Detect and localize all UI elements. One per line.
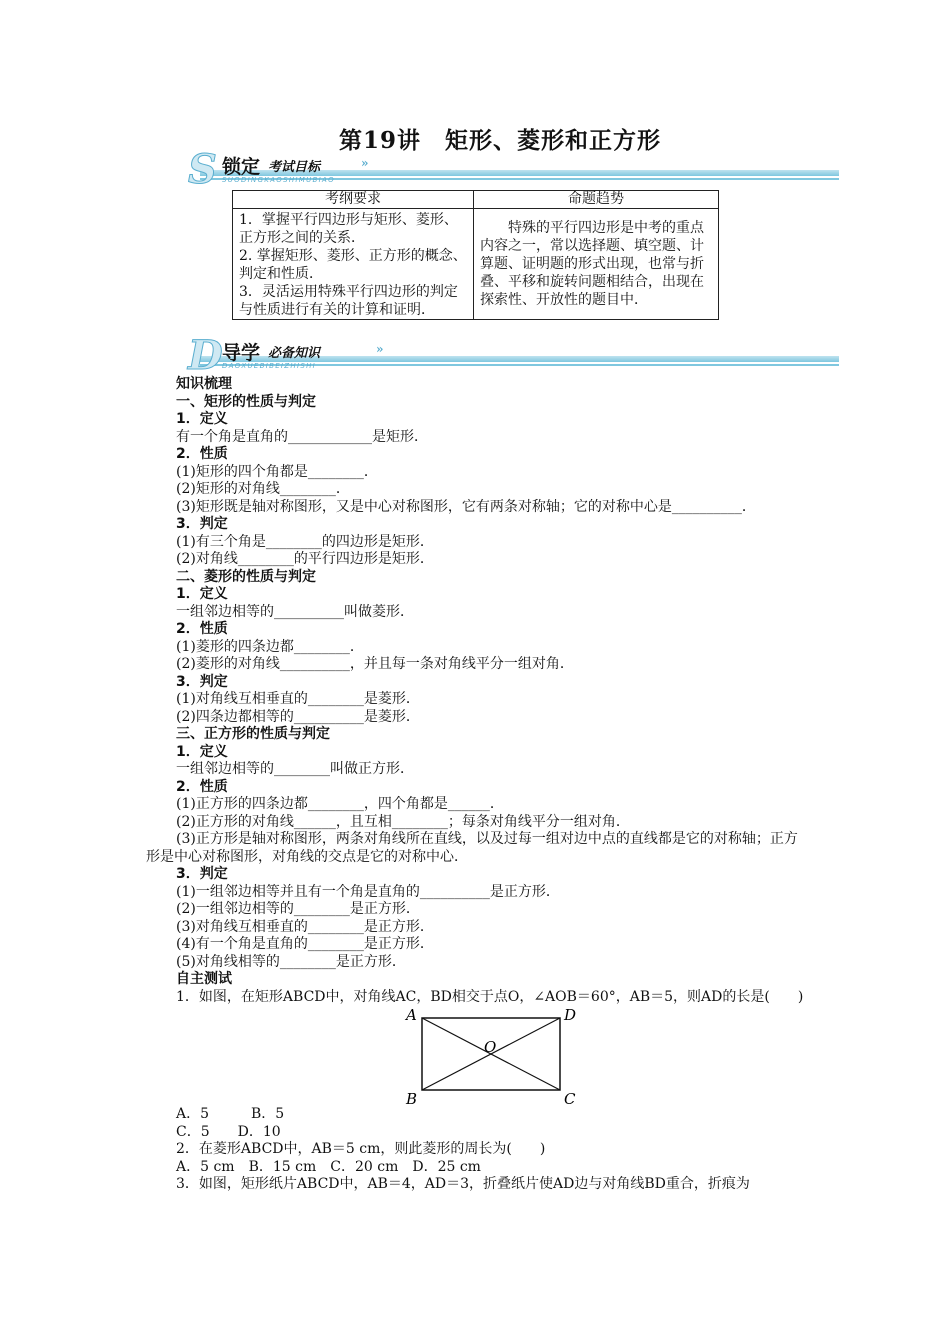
text-line: (2)菱形的对角线__________，并且每一条对角线平分一组对角． (176, 656, 574, 672)
chevron-icon: » (376, 342, 384, 356)
subheading: 3．判定 (176, 866, 228, 882)
rectangle-diagram (404, 1006, 584, 1106)
text-line: (3)矩形既是轴对称图形，又是中心对称图形，它有两条对称轴；它的对称中心是__________． (176, 498, 756, 515)
text-line: (3)对角线互相垂直的________是正方形． (176, 918, 434, 935)
text-line: C．5 D．10 (176, 1123, 281, 1140)
label-o: O (484, 1038, 497, 1056)
text-line: 一组邻边相等的__________叫做菱形． (176, 603, 414, 620)
text-line: (5)对角线相等的________是正方形． (176, 953, 406, 970)
goals-left-cell (233, 209, 474, 320)
goal-item: 2. 掌握矩形、菱形、正方形的概念、判定和性质． (239, 248, 467, 282)
question-3: 3．如图，矩形纸片ABCD中，AB＝4，AD＝3，折叠纸片使AD边与对角线BD重合，折痕为 (176, 1176, 750, 1192)
text-line: (4)有一个角是直角的________是正方形． (176, 936, 434, 952)
text-line: 一组邻边相等的________叫做正方形． (176, 761, 414, 777)
goal-item: 1．掌握平行四边形与矩形、菱形、正方形之间的关系． (239, 212, 458, 246)
subheading: 3．判定 (176, 673, 228, 690)
banner-exam-goals (176, 146, 839, 193)
section-heading: 知识梳理 (176, 376, 232, 392)
banner-sub: 必备知识 (268, 346, 321, 361)
text-line: A．5 cm B．15 cm C．20 cm D．25 cm (176, 1158, 481, 1175)
content (146, 376, 816, 1194)
table-header: 考纲要求 (233, 191, 474, 209)
text-line: (1)对角线互相垂直的________是菱形． (176, 691, 420, 707)
goal-item: 3．灵活运用特殊平行四边形的判定与性质进行有关的计算和证明． (239, 284, 458, 318)
question-2: 2．在菱形ABCD中，AB＝5 cm，则此菱形的周长为( ) (176, 1141, 546, 1157)
text-line: (2)矩形的对角线________． (176, 481, 350, 497)
banner-sub: 考试目标 (268, 160, 321, 175)
text-line: (2)对角线________的平行四边形是矩形． (176, 551, 434, 567)
label-a: A (406, 1006, 417, 1024)
label-d: D (564, 1006, 577, 1024)
subheading: 2．性质 (176, 778, 228, 795)
text-line: 有一个角是直角的____________是矩形． (176, 428, 428, 445)
text-line: (1)菱形的四条边都________． (176, 638, 364, 655)
label-c: C (564, 1090, 576, 1106)
banner-letter: S (188, 146, 217, 193)
section-heading: 三、正方形的性质与判定 (176, 726, 330, 742)
table-header: 命题趋势 (474, 191, 719, 209)
text-line: (1)正方形的四条边都________，四个角都是______． (176, 796, 504, 812)
subheading: 3．判定 (176, 516, 228, 532)
banner-main: 导学 (222, 342, 261, 364)
question-1: 1．如图，在矩形ABCD中，对角线AC，BD相交于点O，∠AOB＝60°，AB＝5，则AD的长是( ) (176, 988, 804, 1005)
banner-main: 锁定 (222, 156, 261, 178)
section-heading: 一、矩形的性质与判定 (176, 393, 316, 410)
trend-cell: 特殊的平行四边形是中考的重点内容之一，常以选择题、填空题、计算题、证明题的形式出现，也常与折叠、平移和旋转问题相结合，出现在探索性、开放性的题目中． (474, 209, 719, 320)
rectangle-figure (176, 1006, 816, 1106)
text-paragraph: (3)正方形是轴对称图形，两条对角线所在直线，以及过每一组对边中点的直线都是它的对称轴；正方形是中心对称图形，对角线的交点是它的对称中心． (146, 831, 798, 865)
label-b: B (406, 1090, 418, 1106)
text-line: (1)一组邻边相等并且有一个角是直角的__________是正方形． (176, 883, 560, 900)
text-line: (1)有三个角是________的四边形是矩形． (176, 533, 434, 550)
text-line: A．5 B．5 (176, 1106, 285, 1122)
section-heading: 二、菱形的性质与判定 (176, 568, 316, 585)
banner-pinyin: DAOXUEBIBEIZHISHI (222, 362, 316, 370)
section-heading: 自主测试 (176, 971, 232, 987)
subheading: 1．定义 (176, 411, 228, 427)
chevron-icon: » (361, 156, 369, 170)
text-line: (2)四条边都相等的__________是菱形． (176, 708, 420, 725)
subheading: 1．定义 (176, 743, 228, 760)
subheading: 2．性质 (176, 446, 228, 462)
goals-table (232, 190, 719, 320)
banner-pinyin: SUODINGKAOSHIMUBIAO (222, 176, 335, 184)
subheading: 1．定义 (176, 586, 228, 602)
subheading: 2．性质 (176, 621, 228, 637)
page-title: 第19讲 矩形、菱形和正方形 (338, 127, 661, 154)
banner-knowledge (176, 332, 839, 379)
text-line: (2)一组邻边相等的________是正方形． (176, 901, 420, 917)
text-line: (1)矩形的四个角都是________． (176, 463, 378, 480)
banner-letter: D (188, 332, 223, 379)
text-line: (2)正方形的对角线______，且互相________；每条对角线平分一组对角． (176, 813, 630, 830)
